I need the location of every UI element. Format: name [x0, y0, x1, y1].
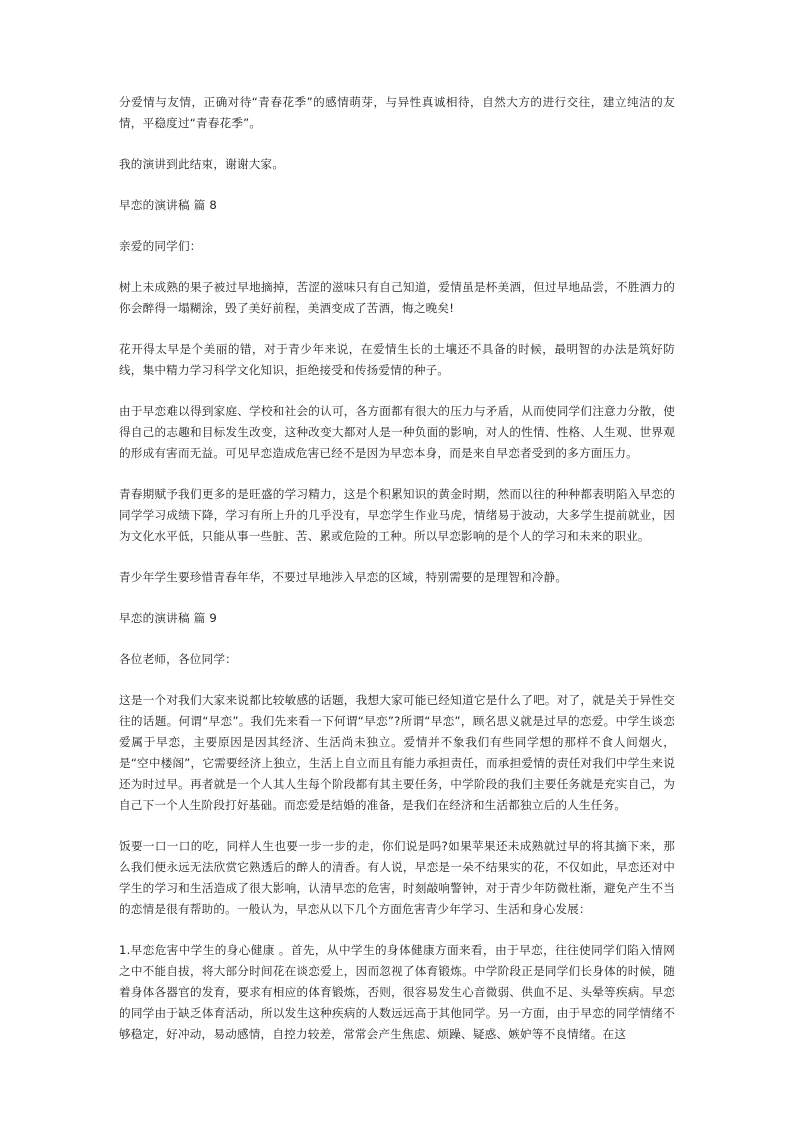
paragraph-sensitive-topic: 这是一个对我们大家来说都比较敏感的话题，我想大家可能已经知道它是什么了吧。对了，就是关于异性交往的话题。何谓“早恋”。我们先来看一下何谓“早恋”?所谓“早恋”，顾名思义就是过早的恋爱。中学生谈恋爱属于早恋，主要原因是因其经济、生活尚未独立。爱情并不象我们有些同学想的那样不食人间烟火，是“空中楼阁”，它需要经济上独立，生活上自立而且有能力承担责任，而承担爱情的责任对我们中学生来说还为时过早。再者就是一个人其人生每个阶段都有其主要任务，中学阶段的我们主要任务就是充实自己，为自己下一个人生阶段打好基础。而恋爱是结婚的准备，是我们在经济和生活都独立后的人生任务。 — [119, 693, 675, 812]
paragraph-youth-energy: 青春期赋予我们更多的是旺盛的学习精力，这是个积累知识的黄金时期，然而以往的种种都表明陷入早恋的同学学习成绩下降，学习有所上升的几乎没有，早恋学生作业马虎，情绪易于波动，大多学生提前就业，因为文化水平低，只能从事一些脏、苦、累或危险的工种。所以早恋影响的是个人的学习和未来的职业。 — [119, 487, 675, 543]
paragraph-speech-end: 我的演讲到此结束，谢谢大家。 — [119, 157, 285, 171]
paragraph-pressure: 由于早恋难以得到家庭、学校和社会的认可，各方面都有很大的压力与矛盾，从而使同学们注意力分散，使得自己的志趣和目标发生改变，这种改变大都对人是一种负面的影响，对人的性情、性格、人生观、世界观的形成有害而无益。可见早恋造成危害已经不是因为早恋本身，而是来自早恋者受到的多方面压力。 — [119, 404, 675, 460]
section-heading-8: 早恋的演讲稿 篇 8 — [119, 198, 217, 212]
paragraph-cherish-youth: 青少年学生要珍惜青春年华，不要过早地涉入早恋的区域，特别需要的是理智和冷静。 — [119, 570, 568, 584]
paragraph-early-flower: 花开得太早是个美丽的错，对于青少年来说，在爱情生长的土壤还不具备的时候，最明智的办法是筑好防线，集中精力学习科学文化知识，拒绝接受和传扬爱情的种子。 — [119, 342, 675, 377]
paragraph-love-friendship-closing: 分爱情与友情，正确对待“青春花季”的感情萌芽，与异性真诚相待，自然大方的进行交往，建立纯洁的友情，平稳度过“青春花季”。 — [119, 95, 675, 130]
paragraph-unripe-fruit: 树上未成熟的果子被过早地摘掉，苦涩的滋味只有自己知道，爱情虽是杯美酒，但过早地品尝，不胜酒力的你会醉得一塌糊涂，毁了美好前程，美酒变成了苦酒，悔之晚矣! — [119, 280, 675, 315]
paragraph-step-by-step: 饭要一口一口的吃，同样人生也要一步一步的走，你们说是吗?如果苹果还未成熟就过早的将其摘下来，那么我们便永远无法欣赏它熟透后的醉人的清香。有人说，早恋是一朵不结果实的花，不仅如此，早恋还对中学生的学习和生活造成了很大影响，认清早恋的危害，时刻敲响警钟，对于青少年防微杜渐，避免产生不当的恋情是很有帮助的。一般认为，早恋从以下几个方面危害青少年学习、生活和身心发展： — [119, 839, 675, 916]
section-heading-9: 早恋的演讲稿 篇 9 — [119, 611, 217, 625]
salutation-9: 各位老师，各位同学： — [119, 652, 237, 666]
document-page — [119, 92, 675, 1045]
paragraph-health-harm: 1.早恋危害中学生的身心健康 。首先，从中学生的身体健康方面来看，由于早恋，往往使同学们陷入情网之中不能自拔，将大部分时间花在谈恋爱上，因而忽视了体育锻炼。中学阶段正是同学们长身体的时候，随着身体各器官的发育，要求有相应的体育锻炼，否则，很容易发生心音微弱、供血不足、头晕等疾病。早恋的同学由于缺乏体育活动，所以发生这种疾病的人数远远高于其他同学。另一方面，由于早恋的同学情绪不够稳定，好冲动，易动感情，自控力较差，常常会产生焦虑、烦躁、疑惑、嫉妒等不良情绪。在这 — [119, 943, 675, 1041]
salutation-8: 亲爱的同学们： — [119, 239, 202, 253]
